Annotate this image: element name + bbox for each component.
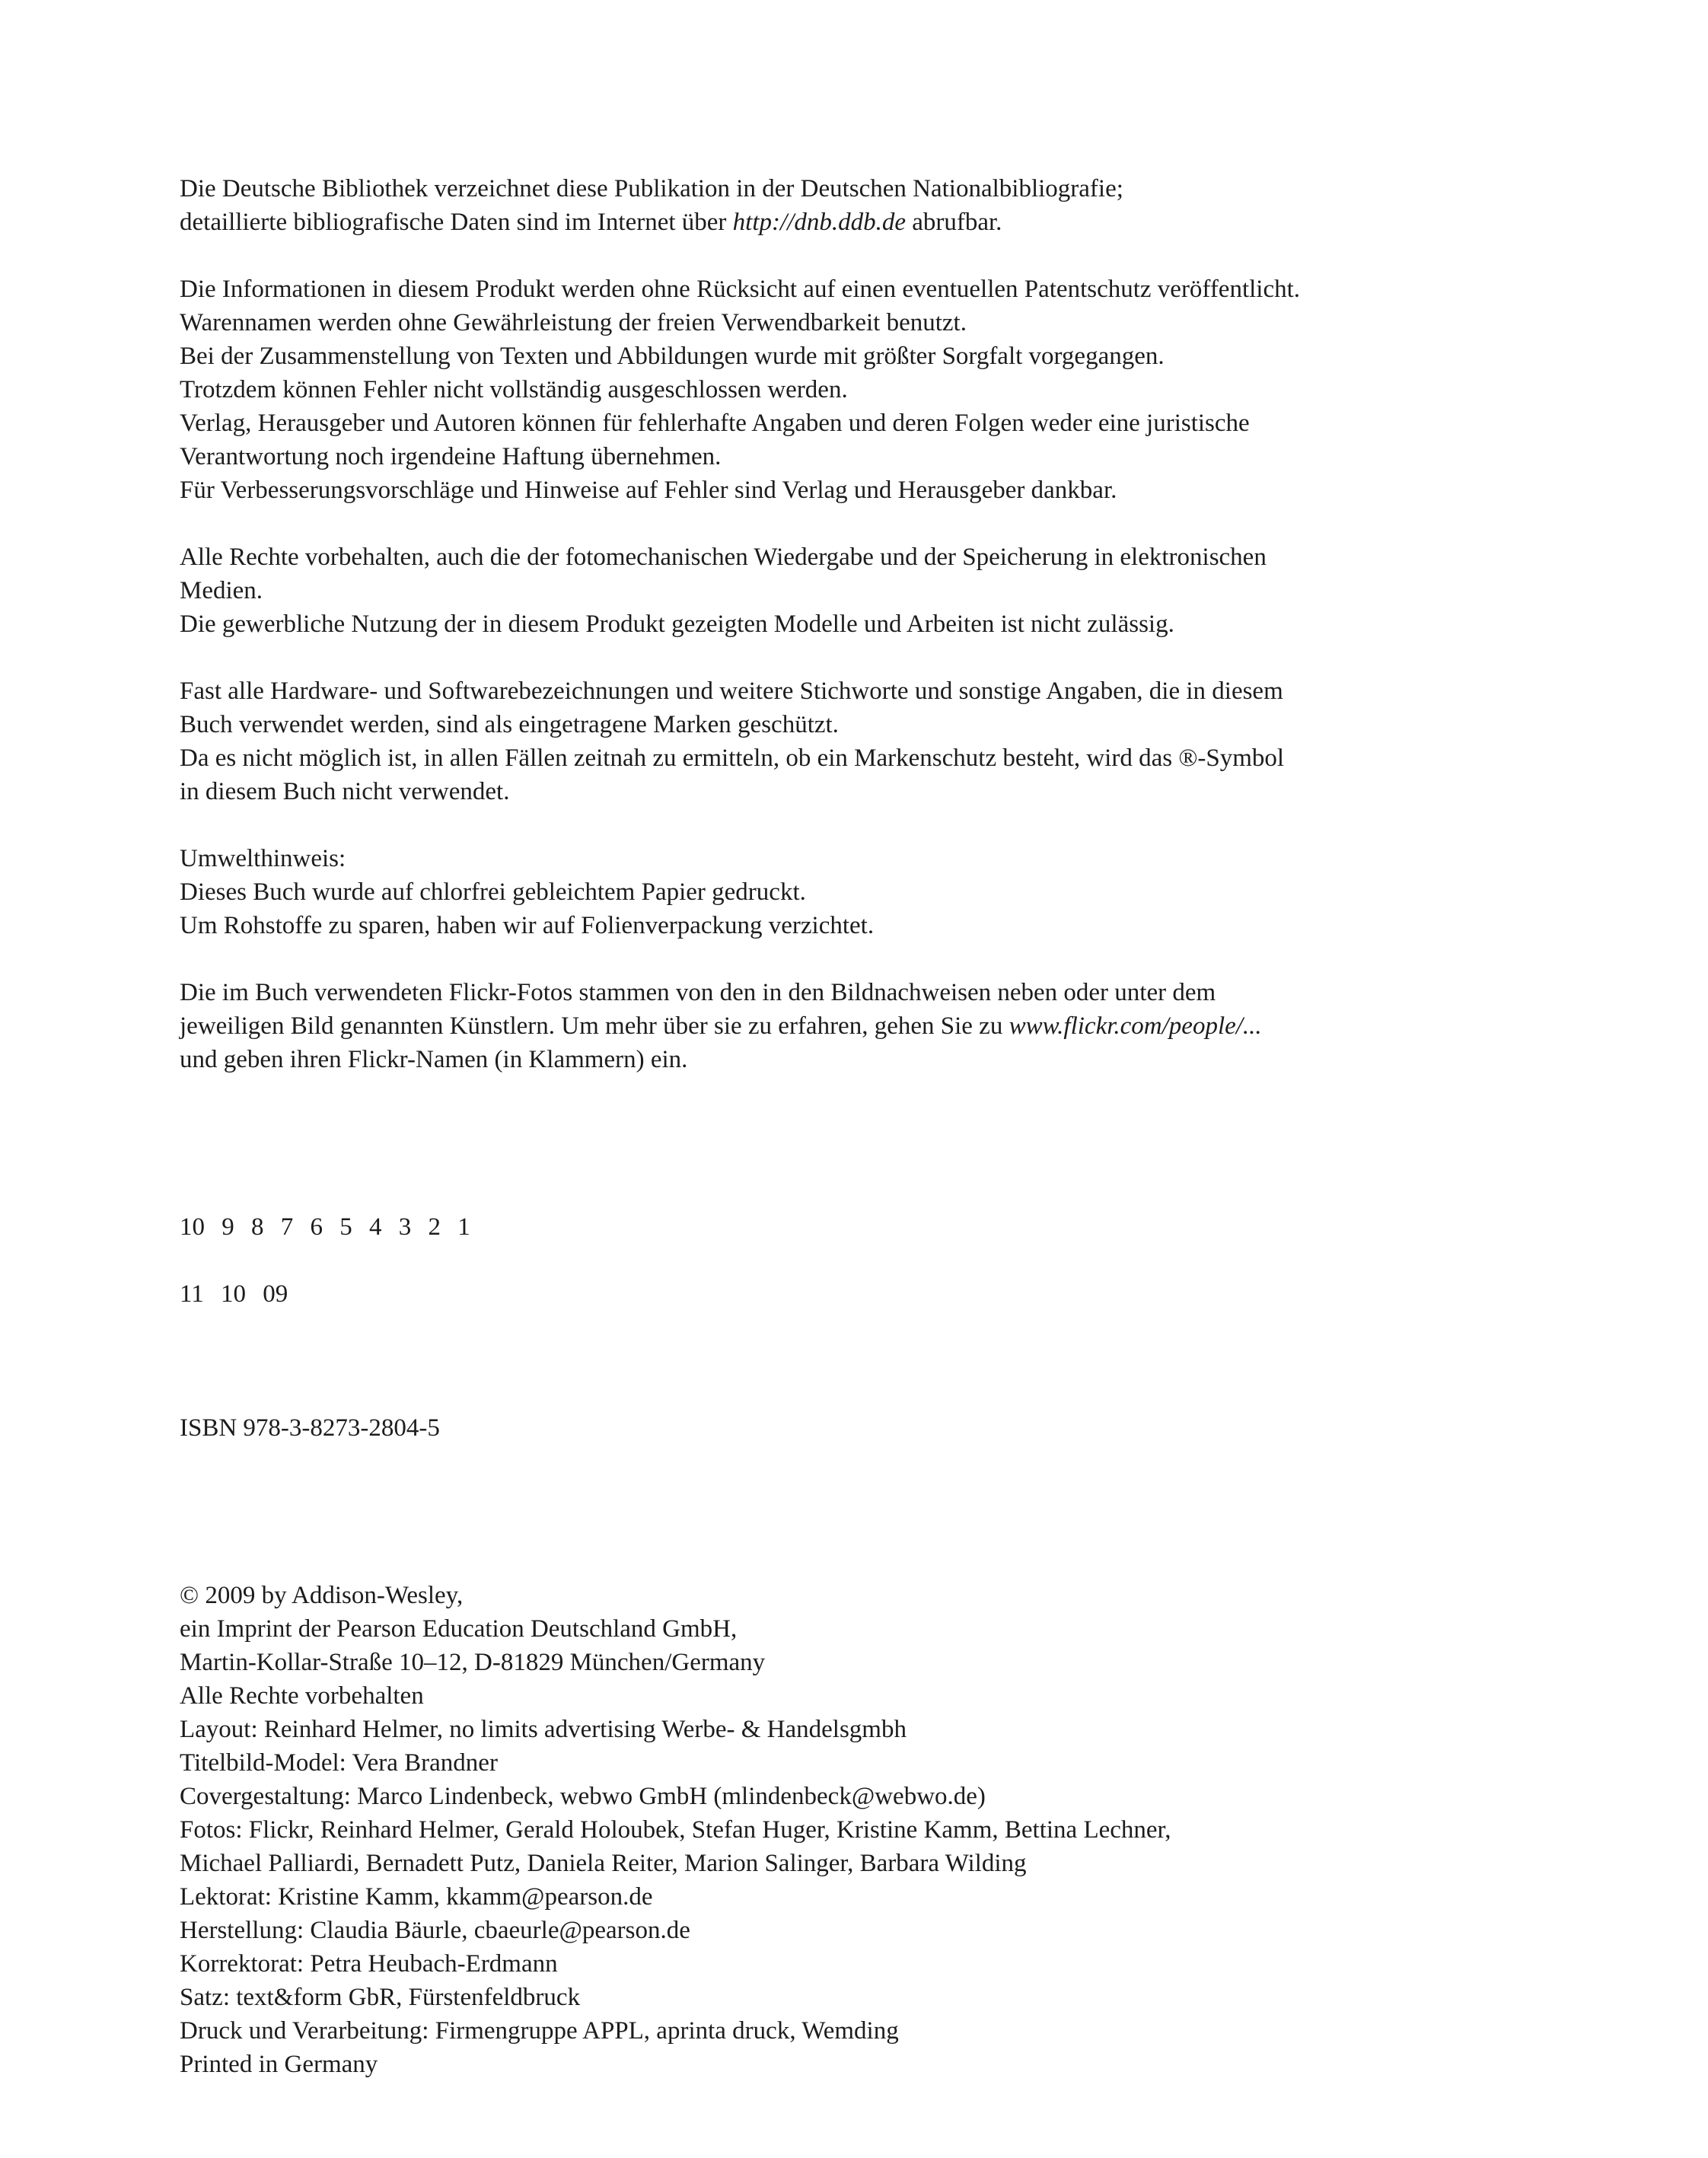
imprint-page [180,172,1595,2115]
liability-line: Verantwortung noch irgendeine Haftung übernehmen. [180,443,722,470]
environment-line: Um Rohstoffe zu sparen, haben wir auf Folienverpackung verzichtet. [180,912,875,939]
environment-line: Dieses Buch wurde auf chlorfrei gebleichtem Papier gedruckt. [180,878,806,906]
environment-line: Umwelthinweis: [180,845,346,872]
print-years-numbers: 11 10 09 [180,1280,288,1308]
imprint-credits [180,1579,1595,2081]
imprint-line: Fotos: Flickr, Reinhard Helmer, Gerald Holoubek, Stefan Huger, Kristine Kamm, Bettina Lechner, [180,1816,1171,1844]
imprint-line: Printed in Germany [180,2051,378,2078]
environment-notice [180,842,1595,942]
isbn [180,1411,1595,1445]
flickr-line: und geben ihren Flickr-Namen (in Klammern) ein. [180,1046,688,1073]
flickr-text: jeweiligen Bild genannten Künstlern. Um mehr über sie zu erfahren, gehen Sie zu [180,1012,1009,1040]
print-years [180,1277,1595,1311]
liability-line: Die Informationen in diesem Produkt werden ohne Rücksicht auf einen eventuellen Patentschutz veröffentlicht. [180,276,1301,303]
flickr-line: Die im Buch verwendeten Flickr-Fotos stammen von den in den Bildnachweisen neben oder unter dem [180,979,1216,1006]
flickr-line [180,1009,1595,1043]
liability-line: Verlag, Herausgeber und Autoren können für fehlerhafte Angaben und deren Folgen weder eine juristische [180,410,1250,437]
rights-line: Die gewerbliche Nutzung der in diesem Produkt gezeigten Modelle und Arbeiten ist nicht zulässig. [180,610,1174,638]
imprint-line: Lektorat: Kristine Kamm, kkamm@pearson.de [180,1883,653,1911]
trademark-line: Da es nicht möglich ist, in allen Fällen zeitnah zu ermitteln, ob ein Markenschutz besteht, wird das ®-Symbol [180,744,1285,772]
rights-line: Alle Rechte vorbehalten, auch die der fotomechanischen Wiedergabe und der Speicherung in elektronischen [180,543,1267,571]
spacer [180,1344,1595,1411]
dnb-text: abrufbar. [905,209,1002,236]
imprint-line: ein Imprint der Pearson Education Deutschland GmbH, [180,1615,738,1643]
dnb-text: detaillierte bibliografische Daten sind im Internet über [180,209,733,236]
print-run-numbers: 10 9 8 7 6 5 4 3 2 1 [180,1213,470,1241]
liability-line: Für Verbesserungsvorschläge und Hinweise auf Fehler sind Verlag und Herausgeber dankbar. [180,477,1117,504]
trademark-line: in diesem Buch nicht verwendet. [180,778,510,805]
spacer [180,1110,1595,1210]
trademark-line: Buch verwendet werden, sind als eingetragene Marken geschützt. [180,711,839,738]
liability-line: Warennamen werden ohne Gewährleistung der freien Verwendbarkeit benutzt. [180,309,967,336]
flickr-notice [180,976,1595,1076]
rights-line: Medien. [180,577,263,604]
imprint-line: Covergestaltung: Marco Lindenbeck, webwo GmbH (mlindenbeck@webwo.de) [180,1783,986,1810]
dnb-notice [180,172,1595,239]
imprint-line: Satz: text&form GbR, Fürstenfeldbruck [180,1984,581,2011]
liability-line: Trotzdem können Fehler nicht vollständig ausgeschlossen werden. [180,376,848,403]
imprint-line: © 2009 by Addison-Wesley, [180,1582,464,1609]
dnb-line [180,206,1595,239]
spacer [180,1478,1595,1579]
liability-line: Bei der Zusammenstellung von Texten und Abbildungen wurde mit größter Sorgfalt vorgegangen. [180,343,1165,370]
trademark-notice [180,674,1595,808]
imprint-line: Martin-Kollar-Straße 10–12, D-81829 München/Germany [180,1649,766,1676]
imprint-line: Layout: Reinhard Helmer, no limits advertising Werbe- & Handelsgmbh [180,1716,907,1743]
dnb-url: http://dnb.ddb.de [732,209,906,236]
flickr-url: www.flickr.com/people/... [1009,1012,1262,1040]
trademark-line: Fast alle Hardware- und Softwarebezeichnungen und weitere Stichworte und sonstige Angaben, die in diesem [180,677,1283,705]
print-run [180,1210,1595,1244]
isbn-text: ISBN 978-3-8273-2804-5 [180,1414,440,1442]
imprint-line: Titelbild-Model: Vera Brandner [180,1749,498,1777]
imprint-line: Korrektorat: Petra Heubach-Erdmann [180,1950,558,1978]
imprint-line: Druck und Verarbeitung: Firmengruppe APPL, aprinta druck, Wemding [180,2017,899,2045]
imprint-line: Michael Palliardi, Bernadett Putz, Daniela Reiter, Marion Salinger, Barbara Wilding [180,1850,1027,1877]
liability-notice [180,273,1595,507]
dnb-line: Die Deutsche Bibliothek verzeichnet diese Publikation in der Deutschen Nationalbibliografie; [180,175,1123,202]
rights-notice [180,540,1595,641]
imprint-line: Alle Rechte vorbehalten [180,1682,424,1710]
imprint-line: Herstellung: Claudia Bäurle, cbaeurle@pearson.de [180,1917,690,1944]
